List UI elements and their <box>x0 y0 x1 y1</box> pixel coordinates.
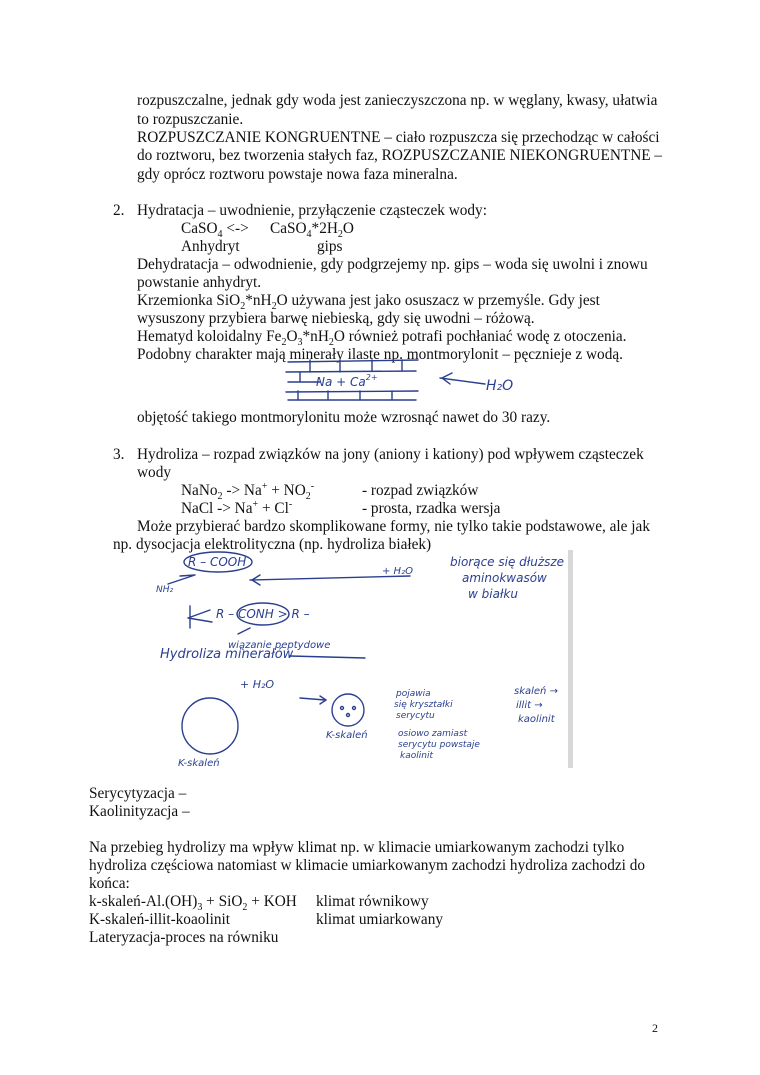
equation-nacl: NaCl -> Na+ + Cl- <box>181 498 293 517</box>
sketch2-osiowo-1: osiowo zamiast <box>398 729 468 739</box>
intro-line-5: gdy oprócz roztworu powstaje nowa faza mineralna. <box>137 166 458 183</box>
sketch2-pojawia-1: pojawia <box>396 689 431 699</box>
equation-anhydrite: CaSO$_4$ <-> <box>181 220 249 241</box>
s2-para-4: wysuszony przybiera barwę niebieską, gdy się uwodni – różową. <box>137 310 535 327</box>
s2-para-7: objętość takiego montmorylonitu może wzrosnąć nawet do 30 razy. <box>137 409 551 426</box>
sketch1-h2o: H₂O <box>486 378 514 394</box>
sketch1-ions: Na + Ca <box>316 375 366 389</box>
end-para-2: hydroliza częściowa natomiast w klimacie umiarkowanym zachodzi hydroliza zachodzi do <box>89 857 645 874</box>
end-para-3: końca: <box>89 875 130 892</box>
s2-para-6: Podobny charakter mają minerały ilaste np. montmorylonit – pęcznieje z wodą. <box>137 346 623 363</box>
section-3-number: 3. <box>113 446 125 463</box>
section-3-heading: Hydroliza – rozpad związków na jony (aniony i kationy) pod wpływem cząsteczek <box>137 446 644 463</box>
sketch2-note-2: aminokwasów <box>462 571 547 585</box>
s2-para-5: Hematyd koloidalny $Fe_2O_3*nH_2O$ również potrafi pochłaniać wodę z otoczenia. <box>137 328 627 349</box>
sketch2-osiowo-2: serycytu powstaje <box>398 740 480 750</box>
intro-line-2: to rozpuszczanie. <box>137 111 244 128</box>
sketch2-chain-2: illit → <box>516 700 543 711</box>
end-para-1: Na przebieg hydrolizy ma wpływ klimat np. w klimacie umiarkowanym zachodzi tylko <box>89 839 625 856</box>
intro-line-3: ROZPUSZCZANIE KONGRUENTNE – ciało rozpuszcza się przechodząc w całości <box>137 129 660 146</box>
sketch2-wiazanie: wiązanie peptydowe <box>228 640 331 651</box>
s3-para-2: np. dysocjacja elektrolityczna (np. hydroliza białek) <box>113 536 432 553</box>
s2-para-2: powstanie anhydryt. <box>137 274 262 291</box>
climate-temperate: klimat umiarkowany <box>316 911 444 928</box>
equation-nano2: NaNo$_2$ -> $Na^+ + NO_2^-$ <box>181 480 315 503</box>
sketch2-note-1: biorące się dłuższe <box>450 555 565 569</box>
s3-para-1: Może przybierać bardzo skomplikowane formy, nie tylko takie podstawowe, ale jak <box>137 518 650 535</box>
section-3-heading-2: wody <box>137 464 171 481</box>
page-number: 2 <box>652 1021 658 1035</box>
s2-para-1: Dehydratacja – odwodnienie, gdy podgrzejemy np. gips – woda się uwolni i znowu <box>137 256 648 273</box>
sketch2-chain-1: skaleń → <box>514 686 558 697</box>
kaolinityzacja: Kaolinityzacja – <box>89 803 190 820</box>
equation-kskalen: $k-skaleń-Al.(OH)_3 + SiO_2$ + KOH <box>89 893 297 914</box>
sketch2-pojawia-2: się kryształki <box>394 700 453 710</box>
lateryzacja: Lateryzacja-proces na równiku <box>89 929 279 946</box>
montmorillonite-sketch <box>280 356 530 404</box>
sketch2-note-3: w białku <box>468 587 518 601</box>
sketch2-nh2: NH₂ <box>156 585 174 595</box>
sketch2-plus-h2o-2: + H₂O <box>240 678 275 691</box>
sketch2-pojawia-3: serycytu <box>396 711 435 721</box>
serycytyzacja: Serycytyzacja – <box>89 785 187 802</box>
sketch2-r-cooh: R – COOH <box>188 555 247 569</box>
sketch2-kskalen-2: K-skaleń <box>326 730 368 741</box>
svg-text:Na + Ca2+ <box>316 373 378 389</box>
sequence-kskalen: K-skaleń-illit-koaolinit <box>89 911 231 928</box>
equation-gypsum: $CaSO_4*2H_2O$ <box>270 220 354 241</box>
sketch2-hydroliza: Hydroliza minerałów <box>160 647 294 662</box>
sketch2-chain-3: kaolinit <box>518 714 555 725</box>
section-2-number: 2. <box>113 202 125 219</box>
s2-para-3: Krzemionka $SiO_2*nH_2O$ używana jest jako osuszacz w przemyśle. Gdy jest <box>137 292 600 313</box>
section-2-heading: Hydratacja – uwodnienie, przyłączenie cząsteczek wody: <box>137 202 487 219</box>
hydrolysis-sketch <box>150 548 575 770</box>
sketch1-ions-charge: 2+ <box>365 373 378 382</box>
intro-line-4: do roztworu, bez tworzenia stałych faz, ROZPUSZCZANIE NIEKONGRUENTNE – <box>137 147 663 164</box>
sketch2-osiowo-3: kaolinit <box>400 751 433 761</box>
sketch2-plus-h2o: + H₂O <box>382 566 413 577</box>
sketch2-conh: R – CONH > R – <box>216 607 310 621</box>
equation-nano2-note: - rozpad związków <box>362 482 479 499</box>
climate-equatorial: klimat równikowy <box>316 893 429 910</box>
sketch2-kskalen-1: K-skaleń <box>178 758 220 769</box>
name-gips: gips <box>317 238 343 255</box>
equation-nacl-note: - prosta, rzadka wersja <box>362 500 501 517</box>
intro-line-1: rozpuszczalne, jednak gdy woda jest zanieczyszczona np. w węglany, kwasy, ułatwia <box>137 92 658 109</box>
name-anhydryt: Anhydryt <box>181 238 240 255</box>
